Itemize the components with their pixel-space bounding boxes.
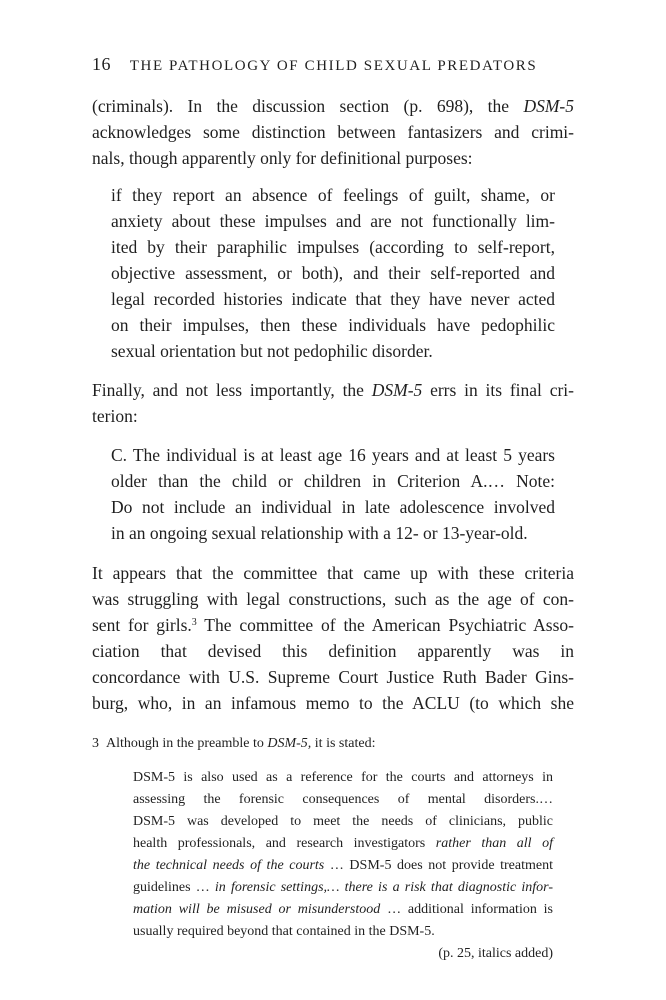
body-line: Finally, and not less importantly, the DSM-5 errs in its final cri- — [92, 380, 575, 400]
italic-term: DSM-5 — [523, 96, 574, 116]
quote-line: objective assessment, or both), and their self-reported and — [111, 263, 555, 283]
page-number: 16 — [92, 54, 111, 74]
footnote-quote-line: usually required beyond that contained in the DSM-5. — [133, 924, 435, 939]
running-header — [92, 54, 537, 75]
footnote-quote-line: DSM-5 was developed to meet the needs of clinicians, public — [133, 814, 553, 829]
italic-term: DSM-5 — [371, 380, 423, 400]
footnote-quote-line: DSM-5 is also used as a reference for the courts and attorneys in — [133, 770, 553, 785]
quote-line: older than the child or children in Criterion A.… Note: — [111, 471, 555, 491]
body-line: ciation that devised this definition apparently was in — [92, 641, 574, 661]
footnote-quote-line: the technical needs of the courts … DSM-5 does not provide treatment — [133, 858, 553, 873]
running-title: THE PATHOLOGY OF CHILD SEXUAL PREDATORS — [129, 58, 538, 74]
quote-line: legal recorded histories indicate that they have never acted — [111, 289, 555, 309]
quote-line: sexual orientation but not pedophilic disorder. — [111, 341, 433, 361]
footnote-ref: 3 — [191, 617, 197, 628]
body-line: It appears that the committee that came up with these criteria — [92, 563, 574, 583]
body-line: burg, who, in an infamous memo to the ACLU (to which she — [92, 693, 574, 713]
body-line: terion: — [92, 406, 138, 426]
quote-line: anxiety about these impulses and are not functionally lim- — [111, 211, 555, 231]
body-line: sent for girls.$^3$ The committee of the American Psychiatric Asso- — [92, 615, 574, 635]
footnote-quote-line: assessing the forensic consequences of mental disorders.… — [133, 792, 553, 807]
footnote-quote-line: mation will be misused or misunderstood … additional information is — [133, 902, 553, 917]
footnote-quote-line: guidelines … in forensic settings,… there is a risk that diagnostic infor- — [133, 880, 553, 895]
body-line: was struggling with legal constructions, such as the age of con- — [92, 589, 574, 609]
footnote-intro: 3 Although in the preamble to DSM-5, it is stated: — [92, 736, 376, 751]
body-line: acknowledges some distinction between fantasizers and crimi- — [92, 122, 574, 142]
quote-line: on their impulses, then these individuals have pedophilic — [111, 315, 555, 335]
quote-line: if they report an absence of feelings of guilt, shame, or — [111, 185, 555, 205]
body-line: nals, though apparently only for definitional purposes: — [92, 148, 473, 168]
body-line: concordance with U.S. Supreme Court Justice Ruth Bader Gins- — [92, 667, 574, 687]
quote-line: C. The individual is at least age 16 years and at least 5 years — [111, 445, 555, 465]
footnote-citation: (p. 25, italics added) — [438, 946, 553, 961]
footnote-quote-line: health professionals, and research investigators rather than all of — [133, 836, 553, 851]
footnote-number: 3 — [92, 736, 99, 751]
quote-line: Do not include an individual in late adolescence involved — [111, 497, 555, 517]
body-line: (criminals). In the discussion section (p. 698), the DSM-5 — [92, 96, 574, 116]
quote-line: in an ongoing sexual relationship with a 12- or 13-year-old. — [111, 523, 528, 543]
quote-line: ited by their paraphilic impulses (according to self-report, — [111, 237, 555, 257]
